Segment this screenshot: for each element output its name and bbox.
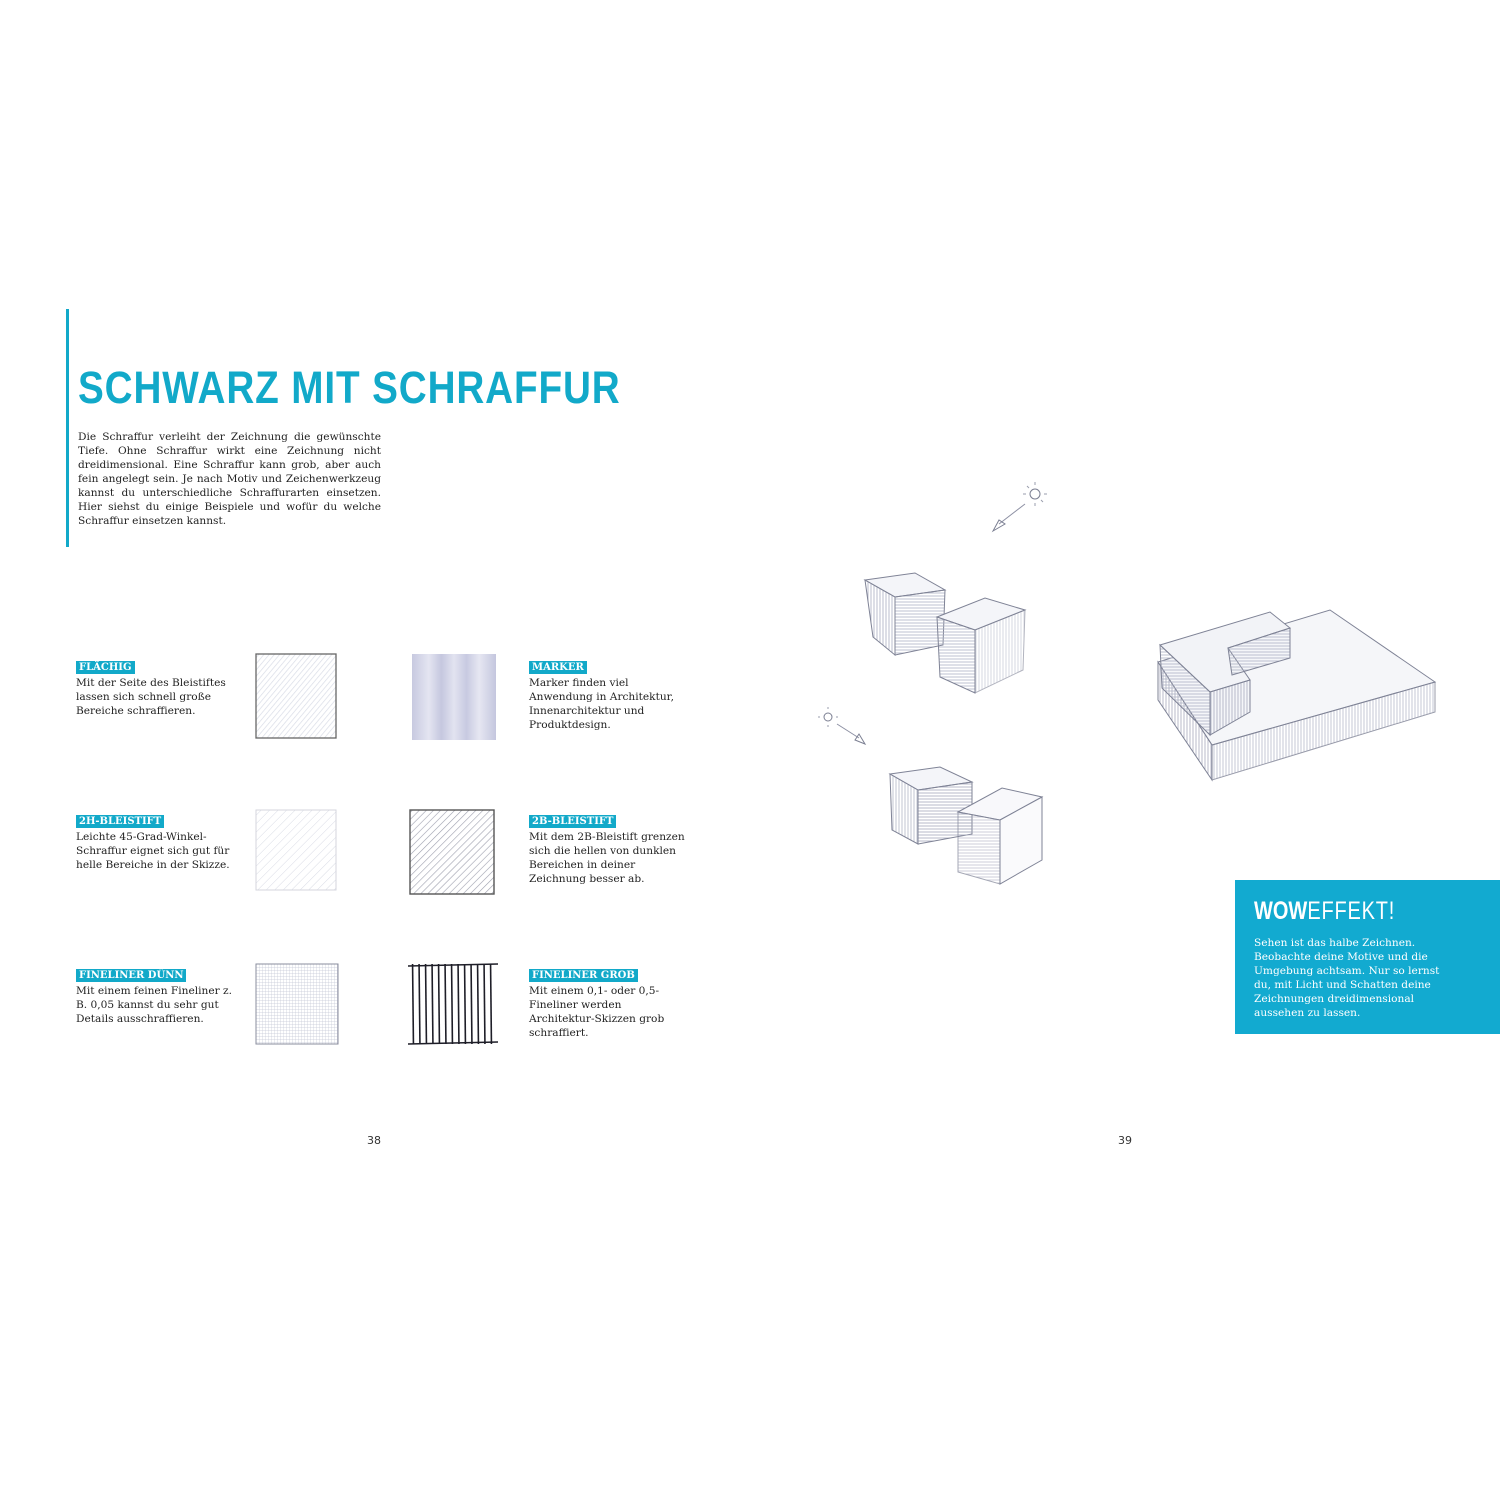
page-number-left: 38 — [367, 1134, 381, 1147]
technique-description: Mit dem 2B-Bleistift grenzen sich die hellen von dunklen Bereichen in deiner Zeichnung besser ab. — [529, 831, 685, 885]
technique-label: MARKER — [529, 661, 587, 674]
technique-fineliner-grob — [529, 963, 689, 1040]
technique-label: FINELINER DÜNN — [76, 969, 186, 982]
technique-description: Mit einem 0,1- oder 0,5-Fineliner werden Architektur-Skizzen grob schraffiert. — [529, 985, 665, 1039]
swatch-flaechig — [248, 648, 344, 744]
sketch-l-shaped-building — [1150, 600, 1440, 800]
technique-label: 2B-BLEISTIFT — [529, 815, 616, 828]
sketch-two-cubes-top — [855, 565, 1045, 700]
title-accent-bar — [66, 309, 69, 547]
technique-flaechig — [76, 655, 236, 718]
page-number-right: 39 — [1118, 1134, 1132, 1147]
wow-effekt-box — [1235, 880, 1500, 1034]
wow-title-bold: WOW — [1254, 897, 1308, 925]
technique-2b-bleistift — [529, 809, 689, 886]
sun-icon — [985, 478, 1057, 538]
sun-icon — [815, 700, 873, 750]
swatch-fineliner-grob — [404, 958, 500, 1050]
wow-effekt-text: Sehen ist das halbe Zeichnen. Beobachte deine Motive und die Umgebung achtsam. Nur so lernst du, mit Licht und Schatten deine Zeichnungen dreidimensional aussehen zu lassen. — [1254, 937, 1440, 1019]
technique-description: Marker finden viel Anwendung in Architektur, Innenarchitektur und Produktdesign. — [529, 677, 674, 731]
swatch-2h-bleistift — [250, 804, 342, 896]
intro-paragraph: Die Schraffur verleiht der Zeichnung die gewünschte Tiefe. Ohne Schraffur wirkt eine Zeichnung nicht dreidimensional. Eine Schraffur kann grob, aber auch fein angelegt sein. Je nach Motiv und Zeichenwerkzeug kannst du unterschiedliche Schraffurarten einsetzen. Hier siehst du einige Beispiele und wofür du welche Schraffur einsetzen kannst. — [78, 431, 381, 527]
technique-label: 2H-BLEISTIFT — [76, 815, 164, 828]
swatch-fineliner-duenn — [250, 958, 344, 1050]
light-direction-arrow-icon — [993, 504, 1025, 531]
technique-description: Mit der Seite des Bleistiftes lassen sich schnell große Bereiche schraffieren. — [76, 677, 226, 717]
technique-description: Mit einem feinen Fineliner z. B. 0,05 kannst du sehr gut Details ausschraffieren. — [76, 985, 232, 1025]
technique-marker — [529, 655, 689, 732]
sketch-two-cubes-bottom — [880, 762, 1055, 892]
swatch-2b-bleistift — [404, 804, 500, 900]
wow-title-light: EFFEKT! — [1307, 897, 1396, 925]
technique-label: FINELINER GROB — [529, 969, 638, 982]
wow-effekt-title — [1254, 897, 1395, 926]
technique-description: Leichte 45-Grad-Winkel-Schraffur eignet sich gut für helle Bereiche in der Skizze. — [76, 831, 230, 871]
swatch-marker — [406, 648, 502, 744]
technique-fineliner-duenn — [76, 963, 236, 1026]
light-direction-arrow-icon — [837, 724, 865, 744]
technique-label: FLÄCHIG — [76, 661, 135, 674]
page-title: SCHWARZ MIT SCHRAFFUR — [78, 362, 621, 413]
technique-2h-bleistift — [76, 809, 236, 872]
